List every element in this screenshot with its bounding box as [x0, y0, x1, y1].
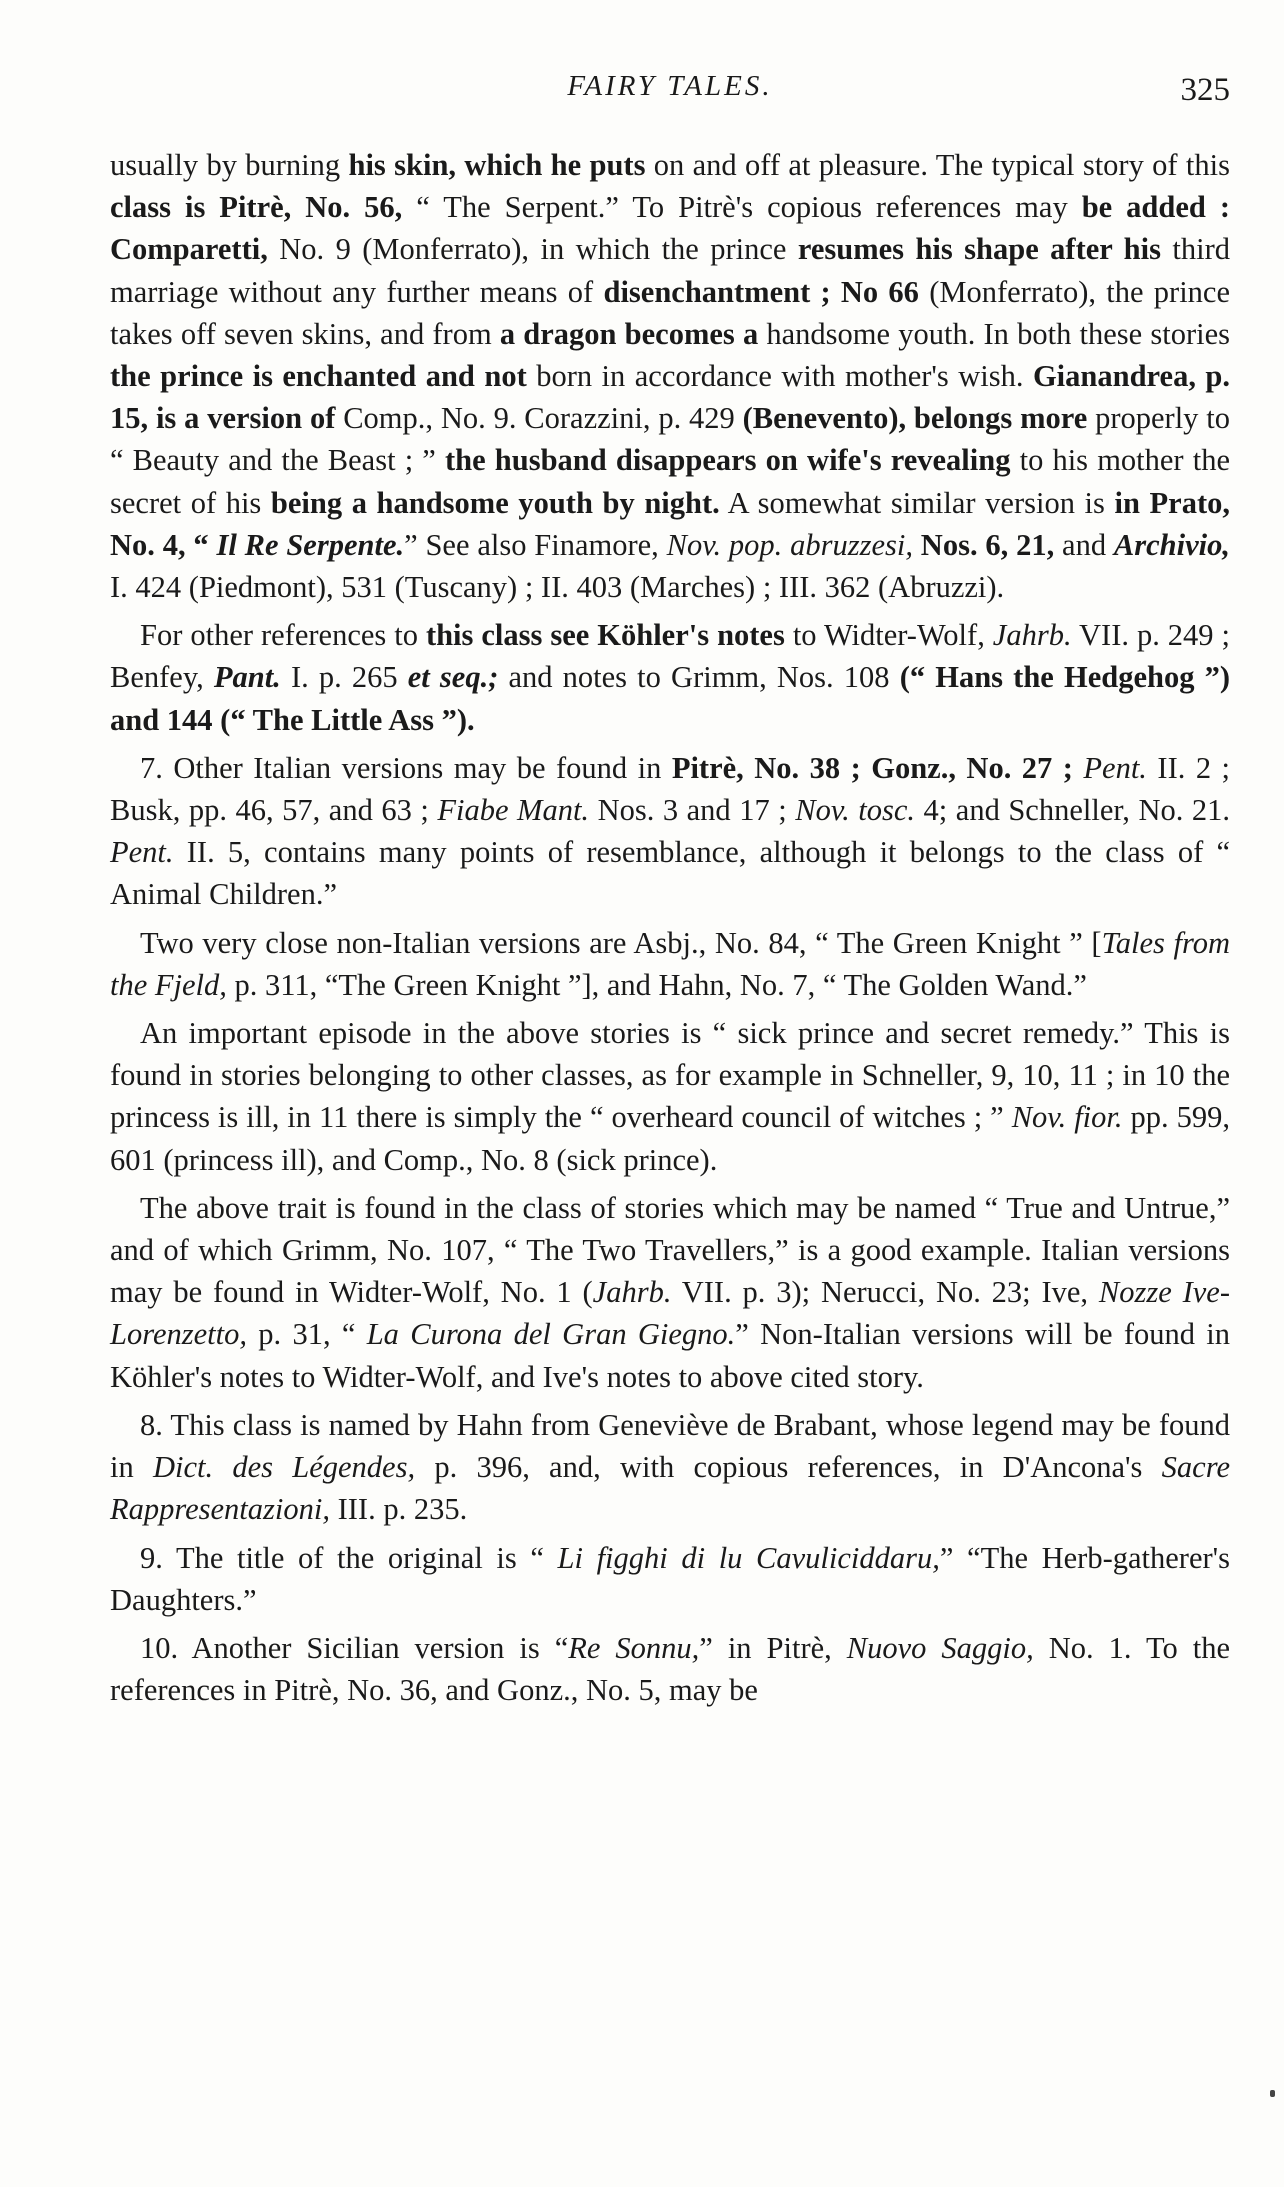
text-run: p. 396, and, with copious references, in D'Ancona's	[415, 1450, 1162, 1485]
text-run: For other references to	[140, 618, 426, 653]
text-run: VII. p. 3); Nerucci, No. 23; Ive,	[671, 1275, 1099, 1310]
text-run: Comp., No. 9. Corazzini, p. 429	[335, 401, 743, 436]
text-run: (Monferrato), the prince takes off seven skins, and from	[110, 274, 1231, 351]
text-run: (Benevento), belongs more	[742, 401, 1088, 436]
text-run: ” See also Finamore,	[404, 527, 667, 562]
text-run: properly to “ Beauty and the Beast ; ”	[110, 401, 1230, 478]
paragraph-note-7	[110, 747, 1230, 916]
text-run: 10. Another Sicilian version is “	[140, 1630, 569, 1665]
text-run: III. p. 235.	[329, 1492, 468, 1527]
paragraph-true-and-untrue	[110, 1187, 1230, 1398]
text-run: Li figghi di lu Cavuliciddaru,	[557, 1540, 940, 1575]
paragraph-note-10	[110, 1627, 1230, 1711]
text-run: Gianandrea, p. 15, is a version of	[110, 359, 1230, 436]
text-run: et seq.;	[407, 660, 499, 695]
text-run: VII. p. 249 ; Benfey,	[110, 618, 1230, 695]
text-run: An important episode in the above stories is “ sick prince and secret remedy.” This is found in stories belonging to other classes, as for example in Schneller, 9, 10, 11 ; in 10 the princess is ill, in 11 there is simply the “ overheard council of witches ; ”	[110, 1016, 1230, 1135]
text-run: Tales from the Fjeld,	[110, 925, 1230, 1002]
text-run: “ The Serpent.” To Pitrè's copious references may	[402, 190, 1082, 225]
text-run: Re Sonnu,	[568, 1630, 700, 1665]
text-run: handsome youth. In both these stories	[758, 316, 1230, 351]
paragraph-note-9	[110, 1537, 1230, 1621]
text-run: Dict. des Légendes,	[152, 1450, 416, 1485]
text-run: 8. This class is named by Hahn from Geneviève de Brabant, whose legend may be found in	[110, 1407, 1230, 1485]
text-run: Pant.	[213, 660, 281, 695]
text-run: being a handsome youth by night.	[270, 485, 720, 520]
text-run: and notes to Grimm, Nos. 108	[498, 660, 900, 695]
text-run: Two very close non-Italian versions are Asbj., No. 84, “ The Green Knight ” [	[140, 925, 1102, 960]
text-run: Pent.	[1083, 750, 1147, 785]
text-run: ” “The Herb-gatherer's Daughters.”	[110, 1540, 1231, 1617]
text-run: Pitrè, No. 38 ; Gonz., No. 27 ;	[671, 750, 1073, 785]
text-run: ” in Pitrè,	[699, 1630, 847, 1665]
text-run: Nozze Ive-Lorenzetto,	[110, 1275, 1230, 1352]
text-run: be added : Comparetti,	[110, 190, 1230, 267]
text-run: Archivio,	[1113, 527, 1230, 562]
running-title: FAIRY TALES.	[567, 70, 773, 102]
text-run: Nov. fior.	[1011, 1100, 1123, 1135]
text-run: Nov. tosc.	[795, 793, 916, 828]
text-run: No. 1. To the references in Pitrè, No. 36, and Gonz., No. 5, may be	[110, 1630, 1230, 1708]
text-run: on and off at pleasure. The typical story of this	[645, 148, 1230, 182]
text-run: ” Non-Italian versions will be found in Köhler's notes to Widter-Wolf, and Ive's notes to above cited story.	[110, 1317, 1230, 1394]
text-run: Jahrb.	[992, 618, 1072, 653]
running-head	[110, 70, 1230, 120]
text-run: 7. Other Italian versions may be found in	[140, 750, 672, 785]
paragraph-note-8	[110, 1404, 1230, 1531]
text-run: pp. 599, 601 (princess ill), and Comp., No. 8 (sick prince).	[110, 1100, 1230, 1177]
text-run: I. p. 265	[280, 660, 408, 695]
text-run: and	[1054, 527, 1114, 562]
text-run: the husband disappears on wife's revealing	[445, 443, 1011, 478]
text-run: a dragon becomes a	[499, 316, 759, 351]
paragraph-other-references	[110, 614, 1230, 741]
text-run: to Widter-Wolf,	[784, 618, 993, 653]
text-run	[1073, 751, 1083, 785]
text-run: II. 5, contains many points of resemblance, although it belongs to the class of “ Animal Children.”	[110, 835, 1230, 912]
body-text	[110, 144, 1230, 1717]
text-run: (“ Hans the Hedgehog ”) and 144 (“ The Little Ass ”).	[110, 660, 1230, 737]
text-run: resumes his shape after his	[797, 232, 1161, 267]
text-run: this class see Köhler's notes	[425, 618, 785, 653]
stray-ink-mark	[1270, 2090, 1275, 2097]
text-run: Nos. 6, 21,	[912, 527, 1055, 562]
paragraph-non-italian-versions	[110, 922, 1230, 1006]
text-run: No. 9 (Monferrato), in which the prince	[267, 232, 798, 267]
text-run: 4; and Schneller, No. 21.	[915, 793, 1230, 828]
text-run: 9. The title of the original is “	[140, 1540, 558, 1575]
paragraph-sick-prince-episode	[110, 1012, 1230, 1181]
text-run: in Prato, No. 4, “	[110, 485, 1230, 562]
text-run: usually by burning	[110, 148, 349, 182]
text-run: Pent.	[110, 835, 174, 870]
text-run: I. 424 (Piedmont), 531 (Tuscany) ; II. 403 (Marches) ; III. 362 (Abruzzi).	[110, 570, 1005, 605]
text-run: Il Re Serpente.	[216, 527, 405, 562]
text-run: his skin, which he puts	[348, 148, 646, 182]
text-run: p. 31, “	[246, 1317, 367, 1352]
text-run: Nov. pop. abruzzesi,	[666, 527, 913, 562]
text-run: Jahrb.	[592, 1275, 672, 1310]
text-run: A somewhat similar version is	[719, 485, 1115, 520]
text-run: Sacre Rappresentazioni,	[110, 1450, 1230, 1527]
text-run: class is Pitrè, No. 56,	[110, 190, 403, 225]
page-number: 325	[1180, 72, 1230, 108]
text-run: to his mother the secret of his	[110, 443, 1230, 520]
text-run: disenchantment ; No 66	[603, 274, 919, 309]
text-run: Nuovo Saggio,	[846, 1630, 1034, 1665]
text-run: Fiabe Mant.	[437, 793, 590, 828]
text-run: p. 311, “The Green Knight ”], and Hahn, No. 7, “ The Golden Wand.”	[226, 967, 1087, 1002]
text-run: Nos. 3 and 17 ;	[589, 793, 796, 828]
text-run: the prince is enchanted and not	[110, 359, 527, 394]
text-run: The above trait is found in the class of stories which may be named “ True and Untrue,” and of which Grimm, No. 107, “ The Two Travellers,” is a good example. Italian versions may be found in Widter-Wolf, No. 1 (	[110, 1190, 1230, 1310]
text-run: La Curona del Gran Giegno.	[366, 1317, 736, 1352]
text-run: third marriage without any further means of	[110, 232, 1230, 309]
paragraph-serpent-class	[110, 144, 1230, 608]
text-run: II. 2 ; Busk, pp. 46, 57, and 63 ;	[110, 750, 1231, 828]
text-run: born in accordance with mother's wish.	[526, 359, 1033, 394]
